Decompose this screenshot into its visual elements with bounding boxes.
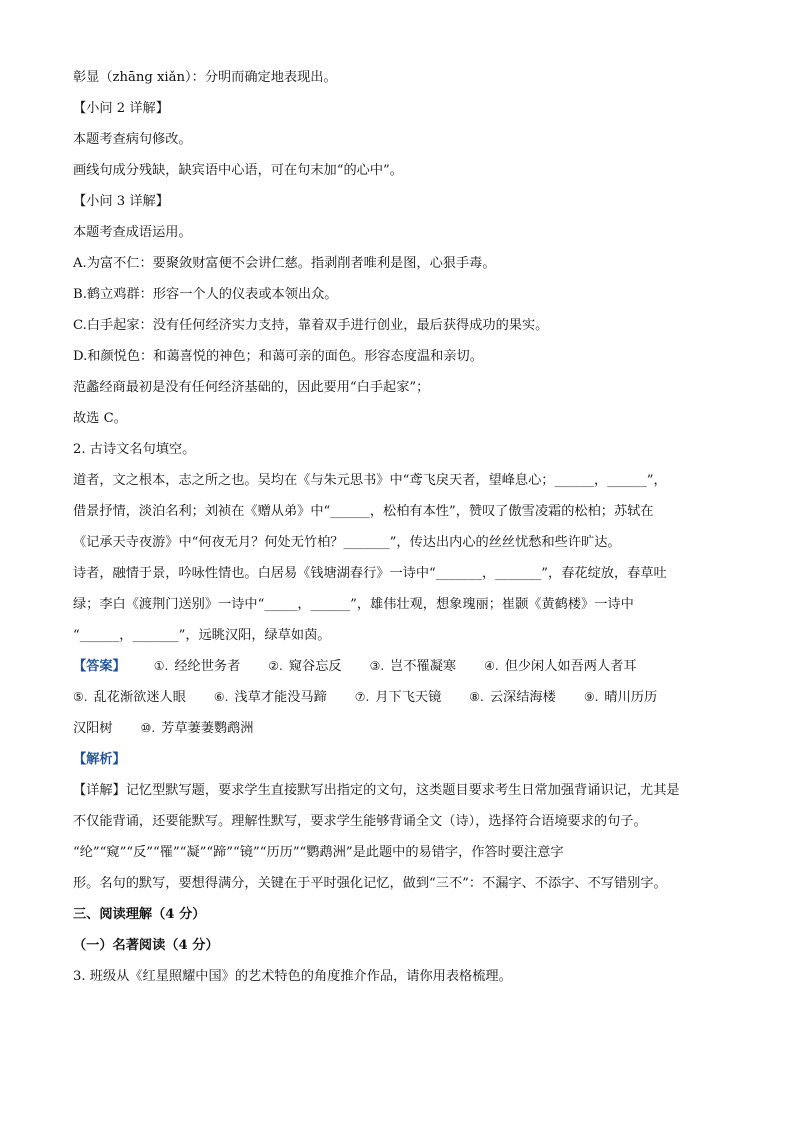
section-heading: 三、阅读理解（4 分） — [73, 907, 206, 922]
text-line: 故选 C。 — [73, 411, 127, 426]
answer-item: ①. 经纶世务者 — [153, 659, 241, 674]
option-d: D.和颜悦色：和蔼喜悦的神色；和蔼可亲的面色。形容态度温和亲切。 — [73, 349, 483, 364]
answer-item: ④. 但少闲人如吾两人者耳 — [484, 659, 637, 674]
answer-row-2 — [73, 682, 723, 713]
text-line: 画线句成分残缺，缺宾语中心语，可在句末加“的心中”。 — [73, 163, 403, 178]
option-a: A.为富不仁：要聚敛财富便不会讲仁慈。指剥削者唯利是图，心狠手毒。 — [73, 256, 496, 271]
answer-row-1 — [73, 651, 723, 682]
answer-item: ⑩. 芳草萋萋鹦鹉洲 — [140, 721, 254, 736]
text-line: 道者，文之根本，志之所之也。吴均在《与朱元思书》中“鸢飞戾天者，望峰息心；______，______”， — [73, 473, 667, 488]
answer-row-3 — [73, 713, 723, 744]
answer-wrap-text: 汉阳树 — [73, 721, 113, 736]
subquestion-heading: 【小问 2 详解】 — [73, 101, 169, 116]
text-line: 本题考查病句修改。 — [73, 132, 192, 147]
subsection-heading: （一）名著阅读（4 分） — [73, 938, 219, 953]
question-3-title: 3. 班级从《红星照耀中国》的艺术特色的角度推介作品，请你用表格梳理。 — [73, 969, 512, 984]
analysis-line: “纶”“窥”“反”“罹”“凝”“蹄”“镜”“历历”“鹦鹉洲”是此题中的易错字，作答时要注意字 — [73, 845, 564, 860]
document-page — [73, 62, 723, 992]
analysis-line: 【详解】记忆型默写题，要求学生直接默写出指定的文句，这类题目要求考生日常加强背诵识记，尤其是 — [73, 783, 680, 798]
option-c: C.白手起家：没有任何经济实力支持，靠着双手进行创业，最后获得成功的果实。 — [73, 318, 549, 333]
analysis-line: 不仅能背诵，还要能默写。理解性默写，要求学生能够背诵全文（诗），选择符合语境要求的句子。 — [73, 814, 647, 829]
analysis-line: 形。名句的默写，要想得满分，关键在于平时强化记忆，做到“三不”：不漏字、不添字、不写错别字。 — [73, 876, 667, 891]
answer-item: ③. 岂不罹凝寒 — [369, 659, 457, 674]
text-line: 借景抒情，淡泊名利；刘祯在《赠从弟》中“______，松柏有本性”，赞叹了傲雪凌霜的松柏；苏轼在 — [73, 504, 654, 519]
answer-item: ⑥. 浅草才能没马蹄 — [213, 690, 327, 705]
answer-item: ⑦. 月下飞天镜 — [354, 690, 442, 705]
text-line: “______，_______”，远眺汉阳，绿草如茵。 — [73, 628, 331, 643]
answer-item: ⑧. 云深结海楼 — [469, 690, 556, 705]
text-line: 《记承天寺夜游》中“何夜无月？何处无竹柏？_______”，传达出内心的丝丝忧愁和些许旷达。 — [73, 535, 621, 550]
analysis-tag: 【解析】 — [73, 752, 126, 767]
text-line: 范蠡经商最初是没有任何经济基础的，因此要用“白手起家”； — [73, 380, 430, 395]
answer-item: ⑨. 晴川历历 — [583, 690, 658, 705]
option-b: B.鹤立鸡群：形容一个人的仪表或本领出众。 — [73, 287, 338, 302]
text-line: 彰显（zhāng xiǎn）：分明而确定地表现出。 — [73, 70, 337, 85]
text-line: 绿；李白《渡荆门送别》一诗中“_____，______”，雄伟壮观，想象瑰丽；崔颢《黄鹤楼》一诗中 — [73, 597, 634, 612]
text-line: 本题考查成语运用。 — [73, 225, 192, 240]
text-line: 诗者，融情于景，吟咏性情也。白居易《钱塘湖春行》一诗中“_______，_______”，春花绽放，春草吐 — [73, 566, 667, 581]
answer-item: ②. 窥谷忘反 — [268, 659, 342, 674]
question-2-title: 2. 古诗文名句填空。 — [73, 442, 196, 457]
answer-tag: 【答案】 — [73, 659, 126, 674]
answer-item: ⑤. 乱花渐欲迷人眼 — [73, 690, 186, 705]
subquestion-heading: 【小问 3 详解】 — [73, 194, 169, 209]
